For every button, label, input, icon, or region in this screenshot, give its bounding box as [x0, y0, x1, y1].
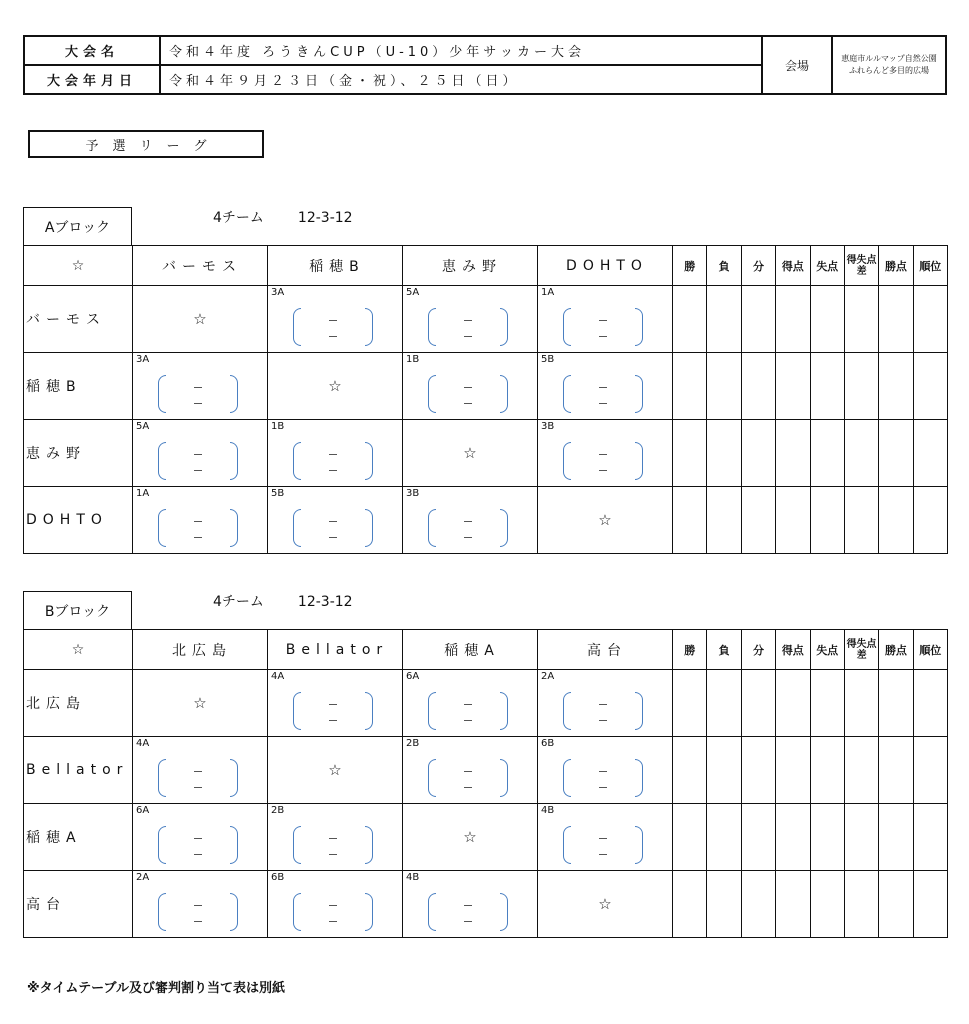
match-cell [538, 804, 673, 871]
stat-cell [879, 871, 913, 938]
match-code: 2A [541, 671, 555, 682]
match-code: 1A [541, 287, 555, 298]
right-brace-icon [635, 308, 643, 346]
stat-cell [707, 286, 741, 353]
match-cell [268, 420, 403, 487]
right-brace-icon [365, 509, 373, 547]
block-label: Aブロック [23, 207, 132, 245]
score-dash-second-half [329, 537, 337, 538]
right-brace-icon [230, 759, 238, 797]
team-count: 4チーム [213, 594, 264, 610]
stat-cell [879, 804, 913, 871]
column-team-name: バーモス [133, 246, 268, 286]
right-brace-icon [500, 375, 508, 413]
stat-cell [913, 670, 947, 737]
match-code: 3B [541, 421, 555, 432]
stat-cell [776, 670, 810, 737]
match-code: 5A [406, 287, 420, 298]
match-cell [133, 353, 268, 420]
team-row [24, 670, 948, 737]
row-team-name: 北広島 [24, 670, 133, 737]
score-dash-first-half [464, 521, 472, 522]
row-team-name: 稲穂B [24, 353, 133, 420]
stat-header: 負 [707, 246, 741, 286]
left-brace-icon [158, 759, 166, 797]
column-team-name: DOHTO [538, 246, 673, 286]
right-brace-icon [365, 442, 373, 480]
match-cell [133, 487, 268, 554]
block-header [23, 581, 947, 629]
right-brace-icon [230, 893, 238, 931]
score-dash-second-half [464, 787, 472, 788]
right-brace-icon [500, 692, 508, 730]
score-dash-first-half [194, 454, 202, 455]
left-brace-icon [293, 308, 301, 346]
score-dash-first-half [194, 905, 202, 906]
score-dash-first-half [599, 771, 607, 772]
stat-cell [913, 487, 947, 554]
score-dash-first-half [599, 704, 607, 705]
tournament-name-label: 大会名 [24, 36, 160, 65]
match-code: 4B [541, 805, 555, 816]
right-brace-icon [635, 759, 643, 797]
stat-cell [673, 487, 707, 554]
left-brace-icon [563, 442, 571, 480]
right-brace-icon [365, 692, 373, 730]
team-row [24, 804, 948, 871]
stat-header: 勝 [673, 630, 707, 670]
left-brace-icon [428, 509, 436, 547]
score-dash-second-half [194, 787, 202, 788]
right-brace-icon [500, 308, 508, 346]
stat-cell [810, 737, 844, 804]
left-brace-icon [158, 893, 166, 931]
team-row [24, 737, 948, 804]
stat-cell [810, 804, 844, 871]
left-brace-icon [158, 826, 166, 864]
right-brace-icon [230, 826, 238, 864]
stat-cell [776, 871, 810, 938]
score-dash-first-half [599, 320, 607, 321]
stat-cell [879, 420, 913, 487]
venue-label: 会場 [762, 36, 832, 94]
self-match-star: ☆ [133, 670, 268, 737]
score-dash-second-half [464, 720, 472, 721]
stat-cell [810, 353, 844, 420]
stat-header: 分 [741, 630, 775, 670]
match-cell [403, 737, 538, 804]
stat-cell [707, 353, 741, 420]
footer-note: ※タイムテーブル及び審判割り当て表は別紙 [27, 981, 285, 996]
score-dash-second-half [464, 921, 472, 922]
right-brace-icon [365, 893, 373, 931]
block-b [23, 581, 947, 938]
left-brace-icon [428, 759, 436, 797]
score-dash-first-half [329, 905, 337, 906]
row-team-name: 恵み野 [24, 420, 133, 487]
match-code: 6B [271, 872, 285, 883]
score-dash-first-half [329, 521, 337, 522]
left-brace-icon [158, 509, 166, 547]
league-table [23, 245, 948, 554]
right-brace-icon [500, 759, 508, 797]
match-code: 1B [271, 421, 285, 432]
right-brace-icon [365, 308, 373, 346]
stat-header: 順位 [913, 630, 947, 670]
venue-line-2: ふれらんど多目的広場 [849, 66, 929, 75]
score-dash-first-half [464, 387, 472, 388]
left-brace-icon [158, 442, 166, 480]
stat-header: 得点 [776, 630, 810, 670]
row-team-name: Bellator [24, 737, 133, 804]
match-cell [133, 420, 268, 487]
right-brace-icon [500, 893, 508, 931]
score-dash-first-half [194, 771, 202, 772]
score-dash-second-half [599, 336, 607, 337]
match-cell [133, 737, 268, 804]
score-dash-second-half [329, 921, 337, 922]
right-brace-icon [500, 509, 508, 547]
stat-cell [673, 670, 707, 737]
column-team-name: 稲穂A [403, 630, 538, 670]
stat-cell [879, 353, 913, 420]
left-brace-icon [293, 893, 301, 931]
right-brace-icon [635, 442, 643, 480]
stat-cell [776, 804, 810, 871]
stat-cell [776, 353, 810, 420]
stat-cell [741, 804, 775, 871]
left-brace-icon [563, 759, 571, 797]
match-cell [133, 804, 268, 871]
match-code: 3A [136, 354, 150, 365]
column-team-name: 恵み野 [403, 246, 538, 286]
stat-cell [810, 487, 844, 554]
score-dash-first-half [599, 838, 607, 839]
match-cell [538, 737, 673, 804]
header-row [24, 246, 948, 286]
stat-cell [844, 871, 878, 938]
match-code: 4A [136, 738, 150, 749]
left-brace-icon [428, 893, 436, 931]
block-label: Bブロック [23, 591, 132, 629]
score-dash-first-half [194, 387, 202, 388]
match-cell [268, 804, 403, 871]
stat-cell [776, 487, 810, 554]
stat-cell [844, 804, 878, 871]
stat-header: 勝 [673, 246, 707, 286]
match-format: 12-3-12 [297, 594, 353, 610]
score-dash-second-half [329, 336, 337, 337]
stat-cell [844, 737, 878, 804]
left-brace-icon [563, 308, 571, 346]
stat-cell [913, 871, 947, 938]
self-match-star: ☆ [538, 871, 673, 938]
match-cell [403, 871, 538, 938]
stat-header: 失点 [810, 246, 844, 286]
right-brace-icon [635, 692, 643, 730]
score-dash-first-half [329, 320, 337, 321]
team-row [24, 487, 948, 554]
score-dash-first-half [464, 320, 472, 321]
stat-cell [913, 286, 947, 353]
score-dash-first-half [464, 905, 472, 906]
score-dash-first-half [464, 771, 472, 772]
score-dash-first-half [464, 704, 472, 705]
stat-cell [879, 670, 913, 737]
stat-cell [707, 420, 741, 487]
score-dash-second-half [194, 470, 202, 471]
right-brace-icon [230, 442, 238, 480]
row-team-name: DOHTO [24, 487, 133, 554]
match-code: 4A [271, 671, 285, 682]
column-team-name: 高台 [538, 630, 673, 670]
left-brace-icon [293, 509, 301, 547]
stat-cell [776, 737, 810, 804]
stat-cell [707, 487, 741, 554]
stat-cell [913, 804, 947, 871]
match-cell [538, 286, 673, 353]
stat-cell [844, 286, 878, 353]
score-dash-second-half [599, 403, 607, 404]
stat-cell [741, 353, 775, 420]
stat-header: 得失点差 [844, 630, 878, 670]
column-team-name: 北広島 [133, 630, 268, 670]
left-brace-icon [563, 375, 571, 413]
tournament-header-table [23, 35, 947, 95]
score-dash-second-half [464, 537, 472, 538]
team-row [24, 420, 948, 487]
left-brace-icon [563, 826, 571, 864]
left-brace-icon [293, 442, 301, 480]
match-code: 6A [406, 671, 420, 682]
stat-cell [673, 804, 707, 871]
block-info [213, 207, 353, 227]
match-cell [538, 353, 673, 420]
league-table [23, 629, 948, 938]
column-team-name: 稲穂B [268, 246, 403, 286]
score-dash-first-half [329, 704, 337, 705]
score-dash-second-half [194, 921, 202, 922]
team-row [24, 286, 948, 353]
stat-cell [776, 420, 810, 487]
tournament-date-value: 令和４年９月２３日（金・祝）、２５日（日） [160, 65, 762, 94]
self-match-star: ☆ [403, 804, 538, 871]
stat-cell [844, 487, 878, 554]
stat-cell [776, 286, 810, 353]
venue-line-1: 恵庭市ルルマップ自然公園 [841, 54, 937, 63]
stat-cell [673, 353, 707, 420]
match-cell [403, 670, 538, 737]
match-code: 1A [136, 488, 150, 499]
score-dash-first-half [599, 454, 607, 455]
stat-cell [741, 670, 775, 737]
stat-cell [913, 353, 947, 420]
match-code: 4B [406, 872, 420, 883]
match-cell [538, 670, 673, 737]
self-match-star: ☆ [268, 353, 403, 420]
stat-cell [810, 286, 844, 353]
left-brace-icon [428, 308, 436, 346]
score-dash-second-half [599, 787, 607, 788]
stat-header: 勝点 [879, 246, 913, 286]
match-cell [268, 286, 403, 353]
left-brace-icon [428, 375, 436, 413]
left-brace-icon [293, 826, 301, 864]
stat-cell [673, 871, 707, 938]
venue-value [832, 36, 946, 94]
score-dash-first-half [194, 838, 202, 839]
score-dash-first-half [329, 454, 337, 455]
match-code: 2B [406, 738, 420, 749]
right-brace-icon [365, 826, 373, 864]
score-dash-second-half [464, 336, 472, 337]
stat-cell [673, 286, 707, 353]
match-cell [268, 670, 403, 737]
stat-cell [844, 353, 878, 420]
match-code: 1B [406, 354, 420, 365]
match-cell [403, 487, 538, 554]
self-match-star: ☆ [403, 420, 538, 487]
block-header [23, 197, 947, 245]
left-brace-icon [293, 692, 301, 730]
stat-cell [741, 286, 775, 353]
match-cell [403, 353, 538, 420]
stat-cell [673, 737, 707, 804]
score-dash-second-half [329, 854, 337, 855]
stat-cell [707, 737, 741, 804]
match-cell [133, 871, 268, 938]
match-code: 3B [406, 488, 420, 499]
stat-cell [879, 737, 913, 804]
stat-header: 勝点 [879, 630, 913, 670]
stat-header: 分 [741, 246, 775, 286]
stat-cell [741, 420, 775, 487]
corner-star: ☆ [24, 246, 133, 286]
stat-cell [844, 420, 878, 487]
stat-cell [879, 286, 913, 353]
header-row [24, 630, 948, 670]
tournament-name-value: 令和４年度 ろうきんCUP（U-10）少年サッカー大会 [160, 36, 762, 65]
stat-header: 失点 [810, 630, 844, 670]
match-code: 2A [136, 872, 150, 883]
team-row [24, 871, 948, 938]
score-dash-second-half [464, 403, 472, 404]
match-code: 3A [271, 287, 285, 298]
match-code: 5B [271, 488, 285, 499]
row-team-name: 高台 [24, 871, 133, 938]
stat-cell [810, 670, 844, 737]
tournament-date-label: 大会年月日 [24, 65, 160, 94]
self-match-star: ☆ [133, 286, 268, 353]
match-code: 6A [136, 805, 150, 816]
score-dash-second-half [599, 470, 607, 471]
score-dash-second-half [329, 720, 337, 721]
stat-cell [844, 670, 878, 737]
stat-cell [741, 737, 775, 804]
match-cell [268, 871, 403, 938]
stat-cell [810, 420, 844, 487]
self-match-star: ☆ [268, 737, 403, 804]
stat-cell [707, 871, 741, 938]
stat-cell [879, 487, 913, 554]
match-format: 12-3-12 [297, 210, 353, 226]
stat-cell [673, 420, 707, 487]
stat-cell [810, 871, 844, 938]
section-label: 予選リーグ [28, 130, 264, 158]
row-team-name: 稲穂A [24, 804, 133, 871]
score-dash-second-half [599, 854, 607, 855]
stat-cell [913, 420, 947, 487]
match-cell [268, 487, 403, 554]
score-dash-second-half [194, 403, 202, 404]
score-dash-first-half [599, 387, 607, 388]
right-brace-icon [635, 826, 643, 864]
stat-cell [741, 487, 775, 554]
stat-header: 得失点差 [844, 246, 878, 286]
stat-cell [707, 670, 741, 737]
team-count: 4チーム [213, 210, 264, 226]
left-brace-icon [563, 692, 571, 730]
score-dash-second-half [194, 537, 202, 538]
score-dash-second-half [329, 470, 337, 471]
right-brace-icon [230, 375, 238, 413]
match-cell [538, 420, 673, 487]
self-match-star: ☆ [538, 487, 673, 554]
column-team-name: Bellator [268, 630, 403, 670]
match-code: 6B [541, 738, 555, 749]
stat-cell [913, 737, 947, 804]
match-code: 5B [541, 354, 555, 365]
score-dash-first-half [194, 521, 202, 522]
right-brace-icon [635, 375, 643, 413]
score-dash-second-half [599, 720, 607, 721]
match-code: 5A [136, 421, 150, 432]
right-brace-icon [230, 509, 238, 547]
team-row [24, 353, 948, 420]
match-cell [403, 286, 538, 353]
stat-cell [741, 871, 775, 938]
match-code: 2B [271, 805, 285, 816]
stat-header: 負 [707, 630, 741, 670]
score-dash-first-half [329, 838, 337, 839]
block-info [213, 591, 353, 611]
stat-cell [707, 804, 741, 871]
corner-star: ☆ [24, 630, 133, 670]
block-a [23, 197, 947, 554]
stat-header: 得点 [776, 246, 810, 286]
left-brace-icon [158, 375, 166, 413]
row-team-name: バーモス [24, 286, 133, 353]
stat-header: 順位 [913, 246, 947, 286]
score-dash-second-half [194, 854, 202, 855]
left-brace-icon [428, 692, 436, 730]
